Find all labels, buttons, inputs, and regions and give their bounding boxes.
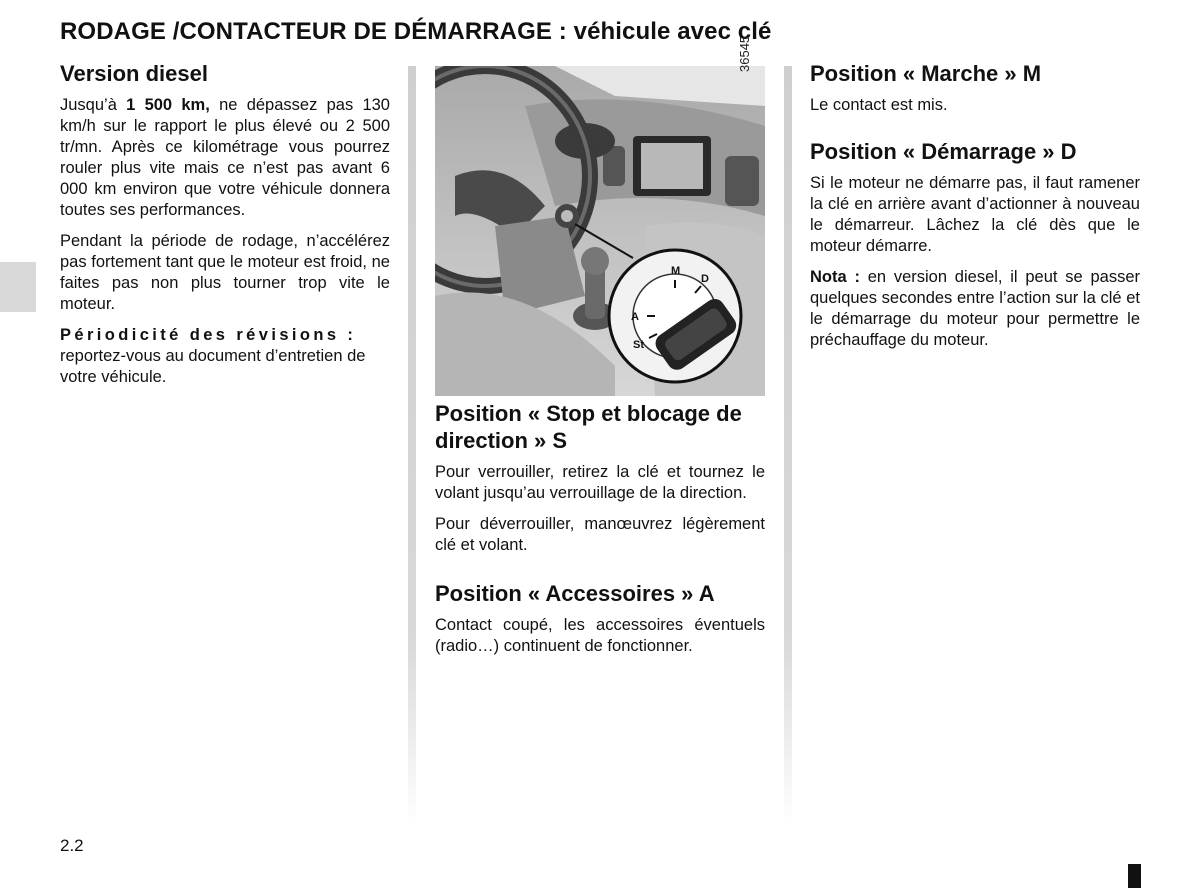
page-number: 2.2	[60, 836, 84, 855]
column-divider-right	[784, 66, 792, 826]
heading-position-demarrage: Position « Démarrage » D	[810, 139, 1077, 164]
service-intervals-label: Périodicité des révisions :	[60, 326, 357, 344]
paragraph-accessories: Contact coupé, les accessoires éventuels (radio…) continuent de fonctionner.	[435, 616, 765, 655]
label-m: M	[671, 265, 681, 277]
chapter-tab	[0, 262, 36, 312]
paragraph-nota: Nota : en version diesel, il peut se passer quelques secondes entre l’action sur la clé et le démarrage du moteur pour permettre le préchauffage du moteur.	[810, 268, 1140, 349]
corner-marker	[1128, 864, 1141, 888]
nota-label: Nota :	[810, 268, 860, 286]
paragraph-lock: Pour verrouiller, retirez la clé et tournez le volant jusqu’au verrouillage de la direction.	[435, 463, 765, 502]
column-divider-left	[408, 66, 416, 826]
paragraph-contact-on: Le contact est mis.	[810, 96, 948, 114]
heading-position-accessories: Position « Accessoires » A	[435, 581, 715, 606]
label-a: A	[631, 311, 639, 323]
dashboard-drawing	[435, 66, 765, 396]
ignition-switch-illustration	[435, 66, 765, 396]
paragraph-service-intervals: Périodicité des révisions : reportez-vous au document d’entretien de votre véhicule.	[60, 326, 366, 386]
heading-position-stop: Position « Stop et blocage de direction » S	[435, 401, 742, 453]
heading-version-diesel: Version diesel	[60, 61, 208, 86]
label-d: D	[701, 273, 709, 285]
paragraph-cold-engine: Pendant la période de rodage, n’accélérez pas fortement tant que le moteur est froid, ne faites pas non plus tourner trop vite le moteur.	[60, 232, 390, 313]
column-stop-accessories	[435, 400, 765, 667]
column-marche-demarrage	[810, 60, 1140, 361]
heading-position-marche: Position « Marche » M	[810, 61, 1042, 86]
figure-reference-number: 36545	[737, 35, 752, 72]
paragraph-start: Si le moteur ne démarre pas, il faut ramener la clé en arrière avant d’actionner à nouveau le démarreur. Lâchez la clé dès que le moteur démarre.	[810, 174, 1140, 255]
column-diesel	[60, 60, 390, 398]
page-title: RODAGE /CONTACTEUR DE DÉMARRAGE : véhicule avec clé	[60, 18, 772, 45]
mileage-emphasis: 1 500 km,	[126, 96, 210, 114]
paragraph-unlock: Pour déverrouiller, manœuvrez légèrement clé et volant.	[435, 515, 765, 554]
label-st: St	[633, 339, 644, 351]
paragraph-break-in-limits: Jusqu’à 1 500 km, ne dépassez pas 130 km/h sur le rapport le plus élevé ou 2 500 tr/mn. Après ce kilométrage vous pourrez rouler plus vite mais ce n’est pas avant 6 000 km environ que votre véhicule donnera toutes ses performances.	[60, 96, 390, 219]
